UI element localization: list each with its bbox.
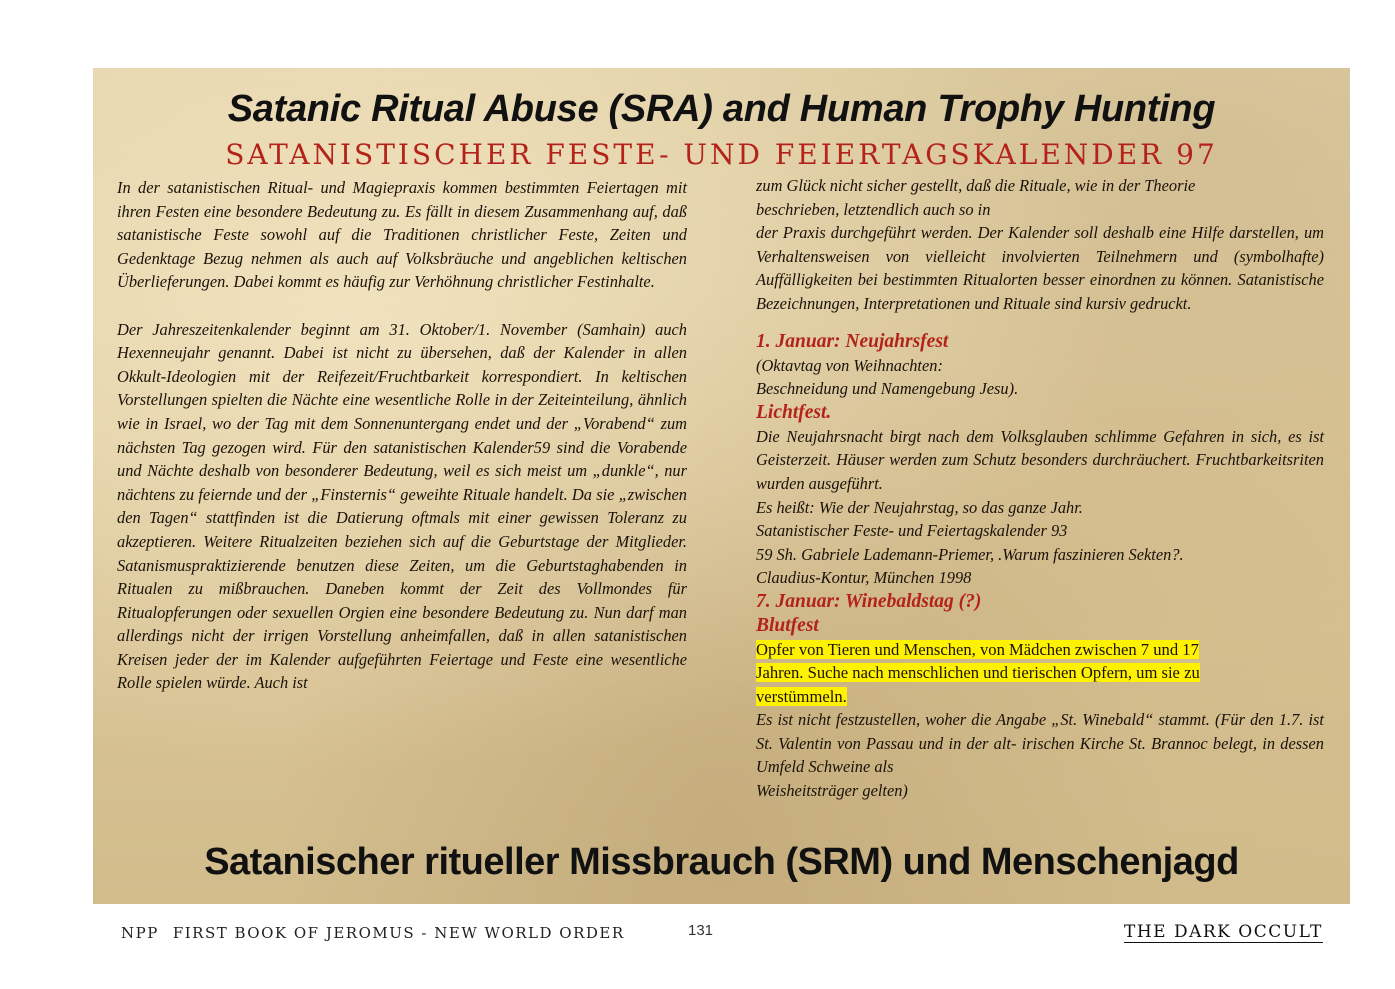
left-paragraph-1 <box>117 176 687 294</box>
text-line: stammt. (Für den 1.7. ist St. Valentin von Passau und in der alt- <box>756 710 1324 753</box>
closing-text-end <box>756 779 1324 803</box>
text-line: Der Jahreszeitenkalender beginnt am 31. Oktober/1. November <box>117 319 568 339</box>
text-line: die Geburtstaghabenden in Ritualen zu mißbrauchen. Daneben <box>117 555 687 599</box>
text-line: allerdings nicht der irrigen Vorstellung anheimfallen, daß in <box>117 626 545 646</box>
text-line: involvierten Teilnehmern und (symbolhafte) Auffälligkeiten bei <box>756 246 1324 290</box>
highlight-line: verstümmeln. <box>756 686 847 706</box>
left-paragraph-2 <box>117 318 687 696</box>
text-line: Es heißt: Wie der Neujahrstag, so das ganze Jahr. <box>756 497 1083 517</box>
text-line: übersehen, daß der Kalender in allen Okkult-Ideologien mit der <box>117 343 687 386</box>
text-line: Weisheitsträger gelten) <box>756 780 908 800</box>
text-line: ähnlich wie in Israel, wo der Tag mit dem Sonnenuntergang endet <box>117 390 687 433</box>
heading-lichtfest: Lichtfest. <box>756 401 832 423</box>
footer-book-info <box>121 924 625 942</box>
text-line: Reifezeit/Fruchtbarkeit korrespondiert. In keltischen Vorstellungen <box>117 366 687 410</box>
text-line: der Praxis durchgeführt werden. Der Kalender soll deshalb <box>756 223 1154 243</box>
text-line: allen satanistischen Kreisen jeder der im Kalender aufgeführten <box>117 626 687 669</box>
text-line: kommt der Zeit des Vollmondes für Ritualopferungen oder <box>117 579 687 622</box>
bottom-title: Satanischer ritueller Missbrauch (SRM) und Menschenjagd <box>204 841 1239 883</box>
text-line: Feiertagen mit ihren Festen eine besondere Bedeutung zu. Es fällt <box>117 178 687 221</box>
text-line: irischen Kirche St. Brannoc belegt, in dessen Umfeld Schweine als <box>756 733 1325 777</box>
lichtfest-text <box>756 425 1324 496</box>
sub-title: SATANISTISCHER FESTE- UND FEIERTAGSKALENDER 97 <box>225 138 1218 171</box>
highlighted-text <box>756 638 1324 708</box>
text-line: spielten die Nächte eine wesentliche Rolle in der Zeiteinteilung, <box>211 390 634 410</box>
footer-series-title: THE DARK OCCULT <box>1124 922 1323 942</box>
text-line: In der satanistischen Ritual- und Magiepraxis kommen bestimmten <box>117 178 580 197</box>
text-line: Für den satanistischen Kalender59 sind die Vorabende und <box>117 437 687 481</box>
text-line: Weitere Ritualzeiten beziehen sich auf die Geburtstage der <box>203 531 609 551</box>
page-number: 131 <box>688 922 714 939</box>
heading-blutfest: Blutfest <box>756 614 819 636</box>
text-line: Rituale handelt. Da sie „zwischen den Tagen“ stattfinden ist die <box>117 484 687 528</box>
text-line: Satanistischer Feste- und Feiertagskalender 93 <box>756 521 1068 541</box>
text-line: in diesem Zusammenhang auf, daß satanistische Feste sowohl auf <box>117 201 687 245</box>
text-line: Die Neujahrsnacht birgt nach dem Volksglauben schlimme <box>756 426 1157 446</box>
lichtfest-footnote <box>756 496 1324 590</box>
left-column <box>117 176 687 695</box>
highlight-line: Jahren. Suche nach menschlichen und tierischen Opfern, um sie zu <box>756 663 1200 683</box>
text-line: sexuellen Orgien eine besondere Bedeutung zu. Nun darf man <box>272 602 687 622</box>
text-line: Nächte deshalb von besonderer Bedeutung, weil es sich meist um <box>147 461 588 481</box>
text-line: beschrieben, letztendlich auch so in <box>756 199 991 219</box>
text-line: (Samhain) auch Hexenneujahr genannt. Dabei ist nicht zu <box>117 319 687 363</box>
text-line: (Oktavtag von Weihnachten: <box>756 355 943 375</box>
parchment-panel <box>93 68 1350 904</box>
text-line: und der „Vorabend“ zum nächsten Tag gezogen wird. <box>117 413 687 457</box>
right-intro <box>756 174 1324 221</box>
text-line: Feiertage und Feste eine wesentliche Rolle spielen würde. Auch ist <box>117 649 687 693</box>
heading-winebaldstag: 7. Januar: Winebaldstag (?) <box>756 590 982 612</box>
text-line: Es ist nicht festzustellen, woher die Angabe „St. Winebald“ <box>756 710 1154 730</box>
text-line: „dunkle“, nur nächtens zu feiernde und der „Finsternis“ geweihte <box>117 461 687 504</box>
footer-npp: NPP <box>121 924 159 942</box>
closing-text <box>756 708 1324 779</box>
heading-neujahrsfest: 1. Januar: Neujahrsfest <box>756 330 949 352</box>
main-title: Satanic Ritual Abuse (SRA) and Human Trophy Hunting <box>227 88 1216 130</box>
text-line: besonders durchräuchert. Fruchtbarkeitsriten wurden ausgeführt. <box>756 450 1324 493</box>
text-line: die Traditionen christlicher Feste, Zeiten und Gedenktage Bezug <box>117 225 687 268</box>
right-intro-justified <box>756 221 1324 315</box>
text-line: bestimmten Ritualorten besser einordnen zu können. Satanistische <box>883 270 1324 290</box>
text-line: Beschneidung und Namengebung Jesu). <box>756 379 1019 399</box>
text-line: christlicher Festinhalte. <box>497 272 655 292</box>
right-column <box>756 174 1324 803</box>
text-line: 59 Sh. Gabriele Lademann-Priemer, .Warum faszinieren Sekten?. <box>756 544 1184 564</box>
text-line: Gefahren in sich, es ist Geisterzeit. Häuser werden zum Schutz <box>756 426 1324 470</box>
text-line: Claudius-Kontur, München 1998 <box>756 568 972 588</box>
text-line: eine Hilfe darstellen, um Verhaltensweisen von vielleicht <box>756 223 1324 266</box>
text-line: Datierung oftmals mit einer gewissen Toleranz zu akzeptieren. <box>117 508 687 551</box>
text-line: Mitglieder. Satanismuspraktizierende benutzen diese Zeiten, um <box>117 531 687 575</box>
text-line: Überlieferungen. Dabei kommt es häufig zur Verhöhnung <box>117 272 494 292</box>
text-line: Bezeichnungen, Interpretationen und Rituale sind kursiv gedruckt. <box>756 293 1192 313</box>
footer-book-title: FIRST BOOK OF JEROMUS - NEW WORLD ORDER <box>172 924 625 942</box>
text-line: zum Glück nicht sicher gestellt, daß die Rituale, wie in der Theorie <box>756 176 1196 195</box>
neujahr-notes <box>756 354 1324 401</box>
highlight-line: Opfer von Tieren und Menschen, von Mädchen zwischen 7 und 17 <box>756 639 1199 659</box>
text-line: nehmen als auch auf Volksbräuche und angeblichen keltischen <box>250 248 687 268</box>
